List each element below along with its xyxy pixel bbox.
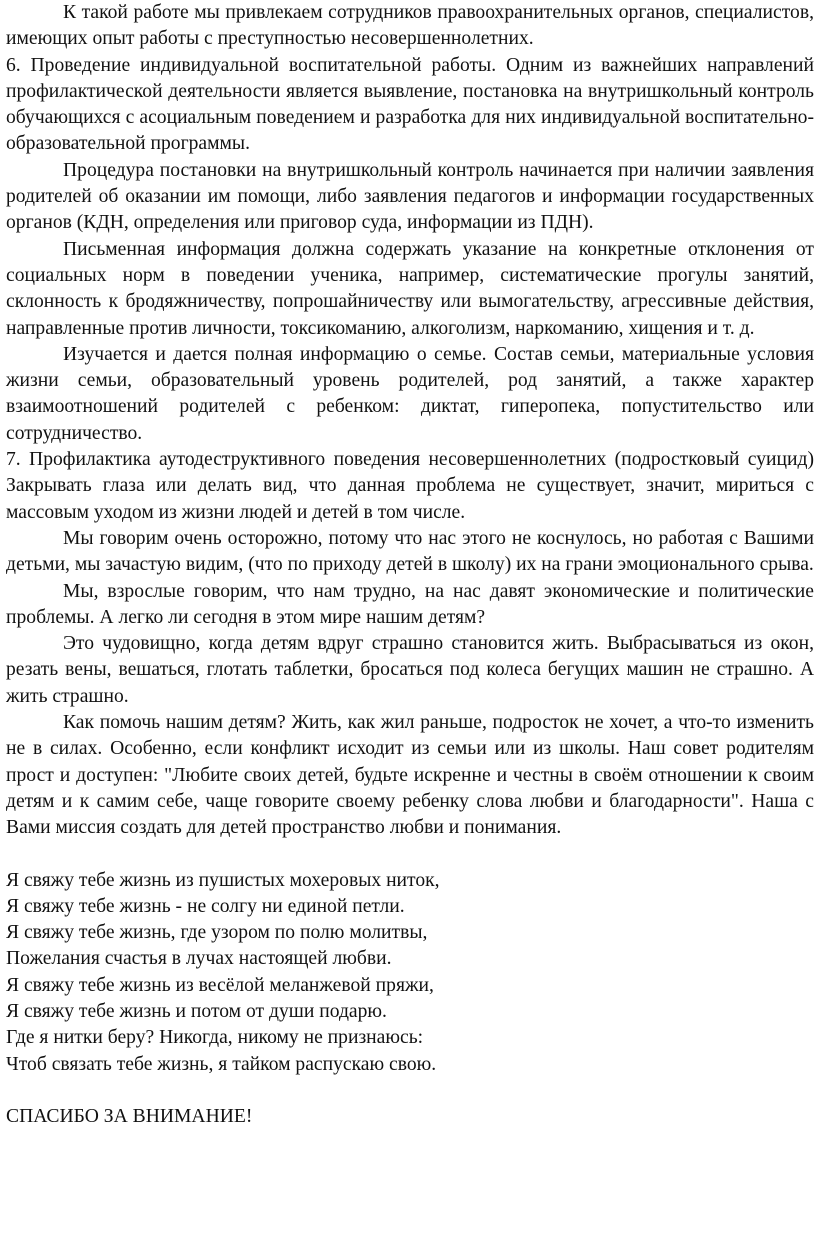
poem-line: Я свяжу тебе жизнь, где узором по полю молитвы, [6,922,428,944]
poem-line: Я свяжу тебе жизнь из весёлой меланжевой пряжи, [6,974,434,996]
poem-line: Где я нитки беру? Никогда, никому не признаюсь: [6,1027,424,1049]
paragraph-family-study: Изучается и дается полная информацию о семье. Состав семьи, материальные условия жизни семьи, образовательный уровень родителей, род занятий, а также характер взаимоотношений родителей с ребенком: диктат, гиперопека, попустительство или сотрудничество. [6,343,814,444]
paragraph-suicide-prevention: 7. Профилактика аутодеструктивного поведения несовершеннолетних (подростковый суицид) Закрывать глаза или делать вид, что данная проблема не существует, значит, мириться с массовым уходом из жизни людей и детей в том числе. [6,449,814,523]
paragraph-adults-problems: Мы, взрослые говорим, что нам трудно, на нас давят экономические и политические проблемы. А легко ли сегодня в этом мире нашим детям? [6,580,814,628]
poem-line: Я свяжу тебе жизнь и потом от души подарю. [6,1000,387,1022]
closing-thanks: СПАСИБО ЗА ВНИМАНИЕ! [6,1105,253,1127]
paragraph-fear-of-living: Это чудовищно, когда детям вдруг страшно становится жить. Выбрасываться из окон, резать вены, вешаться, глотать таблетки, бросаться под колеса бегущих машин не страшно. А жить страшно. [6,633,814,707]
poem [6,868,814,1078]
poem-line: Пожелания счастья в лучах настоящей любви. [6,948,392,970]
paragraph-registration-procedure: Процедура постановки на внутришкольный контроль начинается при наличии заявления родителей об оказании им помощи, либо заявления педагогов и информации государственных органов (КДН, определения или приговор суда, информации из ПДН). [6,159,814,234]
paragraph-staff-involvement: К такой работе мы привлекаем сотрудников правоохранительных органов, специалистов, имеющих опыт работы с преступностью несовершеннолетних. [6,2,814,50]
poem-line: Я свяжу тебе жизнь из пушистых мохеровых ниток, [6,869,440,891]
paragraph-advice-to-parents: Как помочь нашим детям? Жить, как жил раньше, подросток не хочет, а что-то изменить не в силах. Особенно, если конфликт исходит из семьи или из школы. Наш совет родителям прост и доступен: "Любите своих детей, будьте искренне и честны в своём отношении к своим детям и к самим себе, чаще говорите своему ребенку слова любви и благодарности". Наша с Вами миссия создать для детей пространство любви и понимания. [6,712,814,839]
poem-line: Чтоб связать тебе жизнь, я тайком распускаю свою. [6,1053,437,1075]
poem-line: Я свяжу тебе жизнь - не солгу ни единой петли. [6,895,405,917]
paragraph-careful-speech: Мы говорим очень осторожно, потому что нас этого не коснулось, но работая с Вашими детьми, мы зачастую видим, (что по приходу детей в школу) их на грани эмоционального срыва. [6,527,814,576]
document-body [6,0,814,1150]
paragraph-written-information: Письменная информация должна содержать указание на конкретные отклонения от социальных норм в поведении ученика, например, систематические прогулы занятий, склонность к бродяжничеству, попрошайничеству или вымогательству, агрессивные действия, направленные против личности, токсикоманию, алкоголизм, наркоманию, хищения и т. д. [6,238,814,339]
paragraph-individual-work: 6. Проведение индивидуальной воспитательной работы. Одним из важнейших направлений профилактической деятельности является выявление, постановка на внутришкольный контроль обучающихся с асоциальным поведением и разработка для них индивидуальной воспитательно-образовательной программы. [6,54,814,155]
